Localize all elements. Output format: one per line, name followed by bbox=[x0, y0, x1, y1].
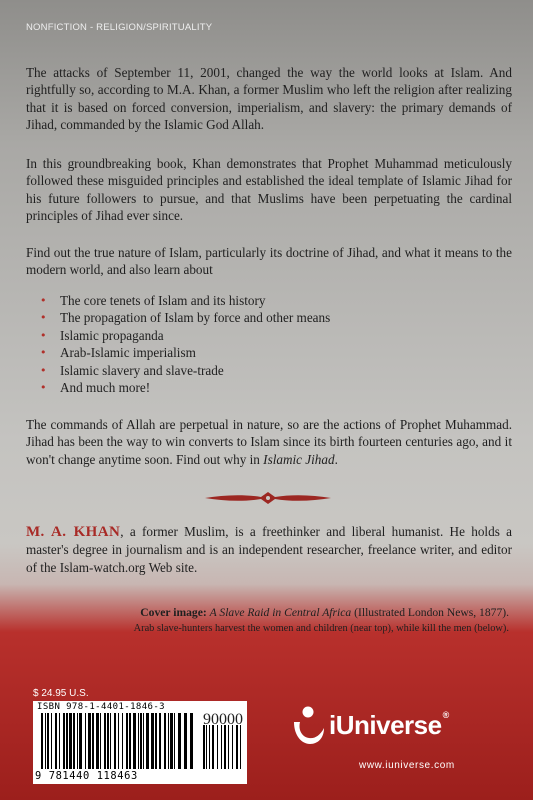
topic-list-item bbox=[40, 362, 330, 379]
paragraph-commands bbox=[26, 416, 512, 468]
bullet-icon: • bbox=[40, 311, 47, 325]
price-label: $ 24.95 U.S. bbox=[33, 688, 89, 699]
topic-list-item bbox=[40, 344, 330, 361]
publisher-logo bbox=[290, 704, 480, 760]
topic-list-item bbox=[40, 379, 330, 396]
topic-list-item bbox=[40, 327, 330, 344]
book-title-italic: Islamic Jihad bbox=[263, 451, 335, 467]
bullet-icon: • bbox=[40, 328, 47, 342]
genre-label: NONFICTION - RELIGION/SPIRITUALITY bbox=[26, 22, 213, 33]
topic-list-item-label: Islamic slavery and slave-trade bbox=[60, 362, 224, 378]
cover-credit-label: Cover image: bbox=[140, 606, 207, 619]
author-name: M. A. KHAN bbox=[26, 524, 121, 540]
ean-digits: 9 781440 118463 bbox=[35, 770, 138, 782]
publisher-logo-icon bbox=[290, 704, 330, 748]
topic-list-item-label: Islamic propaganda bbox=[60, 327, 164, 343]
publisher-name: iUniverse® bbox=[329, 710, 449, 740]
topic-list-item bbox=[40, 309, 330, 326]
author-bio-text: , a former Muslim, is a freethinker and liberal humanist. He holds a master's degree in journalism and is an independent researcher, freelance writer, and editor of the Islam-watch.org Web site. bbox=[26, 524, 512, 575]
isbn-text: ISBN 978-1-4401-1846-3 bbox=[37, 702, 166, 712]
paragraph-commands-text: The commands of Allah are perpetual in nature, so are the actions of Prophet Muhammad. Jihad has been the way to win converts to Islam since its birth fourteen centuries ago, and it won't change anytime soon. Find out why in bbox=[26, 417, 512, 467]
bullet-icon: • bbox=[40, 381, 47, 395]
addon-code: 90000 bbox=[203, 711, 243, 728]
paragraph-book-summary: In this groundbreaking book, Khan demonstrates that Prophet Muhammad meticulously followed these misguided principles and established the ideal template of Islamic Jihad for his future followers to pursue, and that Muslims have been perpetuating the cardinal principles of Jihad ever since. bbox=[26, 156, 512, 224]
paragraph-find-out: Find out the true nature of Islam, particularly its doctrine of Jihad, and what it means to the modern world, and also learn about bbox=[26, 245, 512, 278]
topic-list bbox=[40, 292, 330, 396]
ornament-divider bbox=[203, 489, 333, 507]
bullet-icon: • bbox=[40, 346, 47, 360]
publisher-url: www.iuniverse.com bbox=[359, 760, 455, 771]
topic-list-item-label: And much more! bbox=[60, 380, 151, 396]
cover-caption: Arab slave-hunters harvest the women and children (near top), while kill the men (below). bbox=[133, 623, 509, 634]
topic-list-item-label: Arab-Islamic imperialism bbox=[60, 345, 196, 361]
bullet-icon: • bbox=[40, 294, 47, 307]
cover-credit-title: A Slave Raid in Central Africa bbox=[209, 606, 352, 619]
cover-credit-source: (Illustrated London News, 1877). bbox=[354, 606, 509, 619]
paragraph-commands-end: . bbox=[334, 451, 338, 467]
cover-credit bbox=[140, 605, 509, 621]
author-bio bbox=[26, 523, 512, 576]
bullet-icon: • bbox=[40, 363, 47, 377]
topic-list-item bbox=[40, 292, 330, 309]
topic-list-item-label: The core tenets of Islam and its history bbox=[60, 293, 266, 308]
paragraph-intro: The attacks of September 11, 2001, changed the way the world looks at Islam. And rightfully so, according to M.A. Khan, a former Muslim who left the religion after realizing that it is based on forced conversion, imperialism, and slavery: the primary demands of Jihad, commanded by the Islamic God Allah. bbox=[26, 65, 512, 133]
barcode-box bbox=[33, 701, 247, 784]
topic-list-item-label: The propagation of Islam by force and other means bbox=[60, 310, 331, 326]
